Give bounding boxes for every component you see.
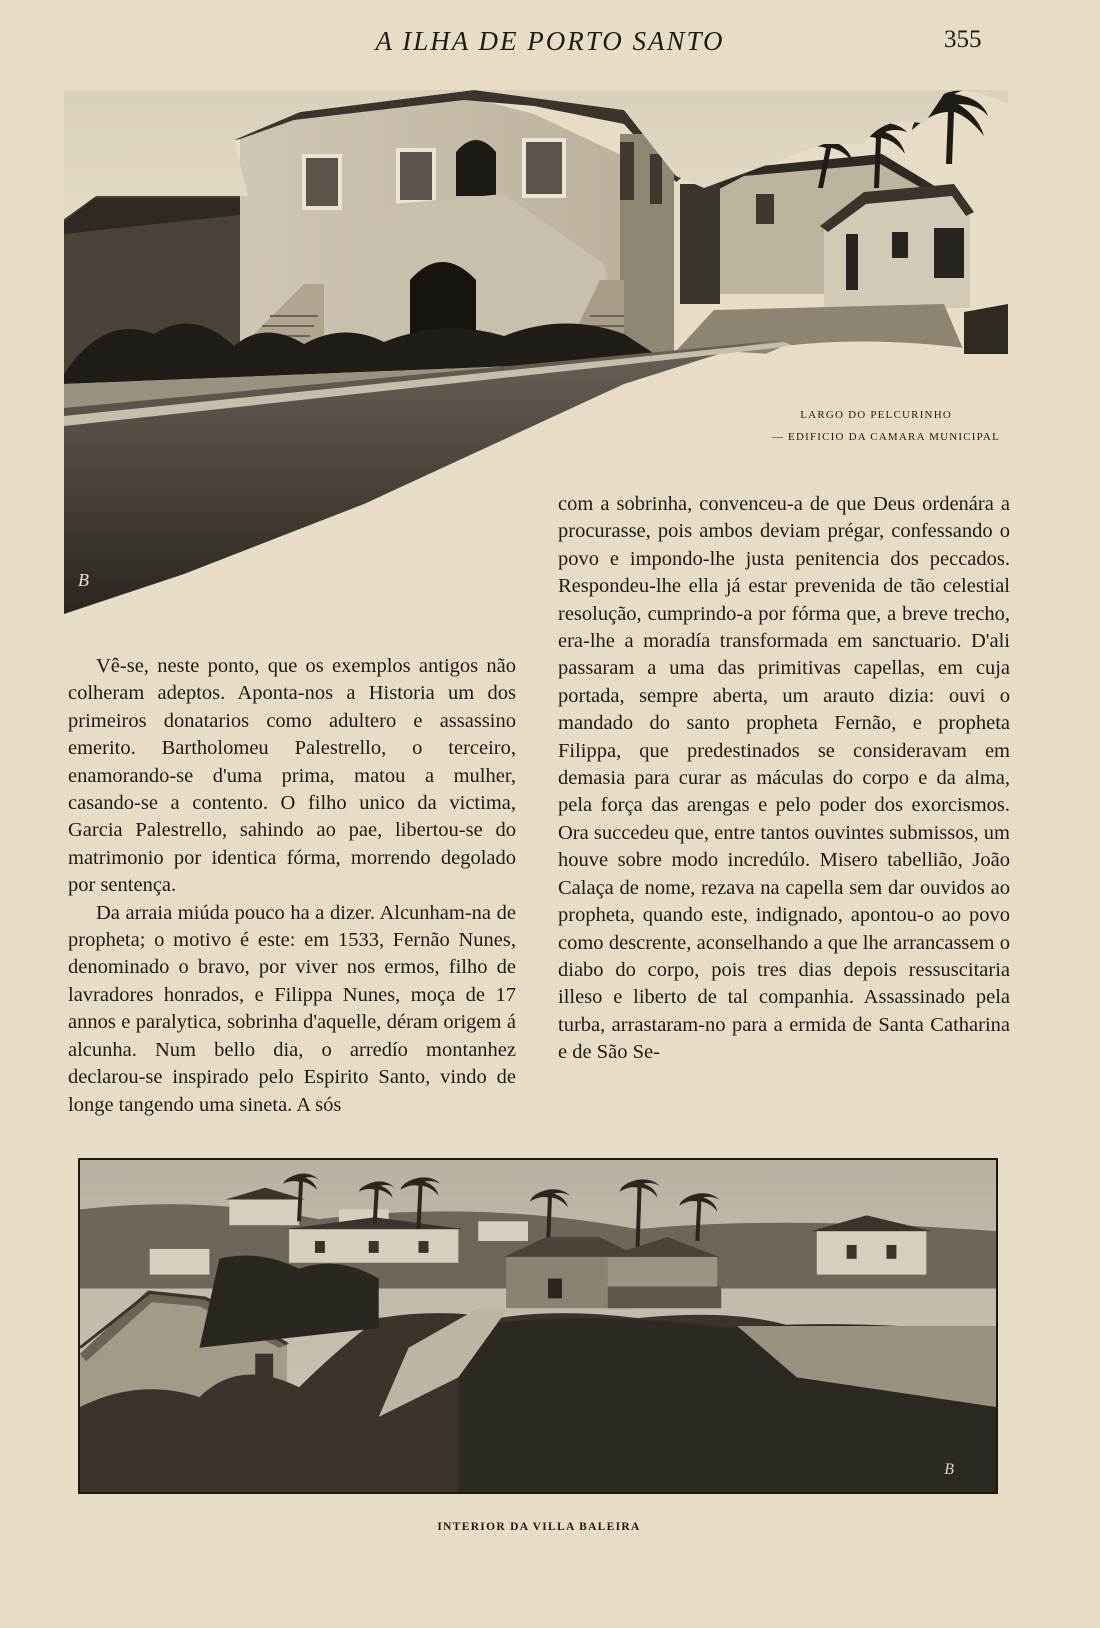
top-photo-signature: B — [78, 570, 89, 590]
top-photo-caption — [700, 404, 1000, 448]
right-column-text — [558, 491, 1010, 1067]
running-title: A ILHA DE PORTO SANTO — [375, 26, 725, 56]
right-paragraph-1: com a sobrinha, convenceu-a de que Deus ordenára a procurasse, pois ambos deviam prégar, confessando o povo e impondo-lhe justa penitencia dos peccados. Respondeu-lhe ella já estar prevenida de tão celestial resolução, cumprindo-a por fórma que, a breve trecho, era-lhe a moradía transformada em sanctuario. D'ali passaram a uma das primitivas capellas, em cuja portada, sempre aberta, um arauto dizia: ouvi o mandado do santo propheta Fernão, e propheta Filippa, que predestinados se consideravam em demasia para curar as máculas do corpo e da alma, pela força das arengas e pelo poder dos exorcismos. Ora succedeu que, entre tantos ouvintes submissos, um houve sobre modo incredúlo. Misero tabellião, João Calaça de nome, rezava na capella sem dar ouvidos ao propheta, quando este, indignado, apontou-o ao povo como descrente, aconselhando a que lhe arrancassem o diabo do corpo, pois tres dias depois ressuscitaria illeso e liberto de tal companhia. Assassinado pela turba, arrastaram-no para a ermida de Santa Catharina e de São Se- — [558, 493, 1010, 1064]
top-caption-line-1: LARGO DO PELCURINHO — [800, 409, 952, 421]
left-paragraph-1: Vê-se, neste ponto, que os exemplos antigos não colheram adeptos. Aponta-nos a Historia um dos primeiros donatarios como adultero e assassino emerito. Bartholomeu Palestrello, o terceiro, enamorando-se d'uma prima, matou a mulher, casando-se a contento. O filho unico da victima, Garcia Palestrello, sahindo ao pae, libertou-se do matrimonio por identica fórma, morrendo degolado por sentença. — [68, 655, 516, 897]
top-caption-line-2: — EDIFICIO DA CAMARA MUNICIPAL — [771, 431, 1000, 443]
page-number: 355 — [944, 26, 982, 53]
left-column-text — [68, 653, 516, 1119]
bottom-photo-caption: INTERIOR DA VILLA BALEIRA — [437, 1521, 641, 1533]
bottom-photo-signature: B — [944, 1461, 954, 1479]
village-photograph — [78, 1158, 998, 1494]
left-paragraph-2: Da arraia miúda pouco ha a dizer. Alcunham-na de propheta; o motivo é este: em 1533, Fernão Nunes, denominado o bravo, por viver nos ermos, filho de lavradores honrados, e Filippa Nunes, moça de 17 annos e paralytica, sobrinha d'aquelle, déram origem á alcunha. Num bello dia, o arredío montanhez declarou-se inspirado pelo Espirito Santo, vindo de longe tangendo uma sineta. A sós — [68, 901, 516, 1116]
